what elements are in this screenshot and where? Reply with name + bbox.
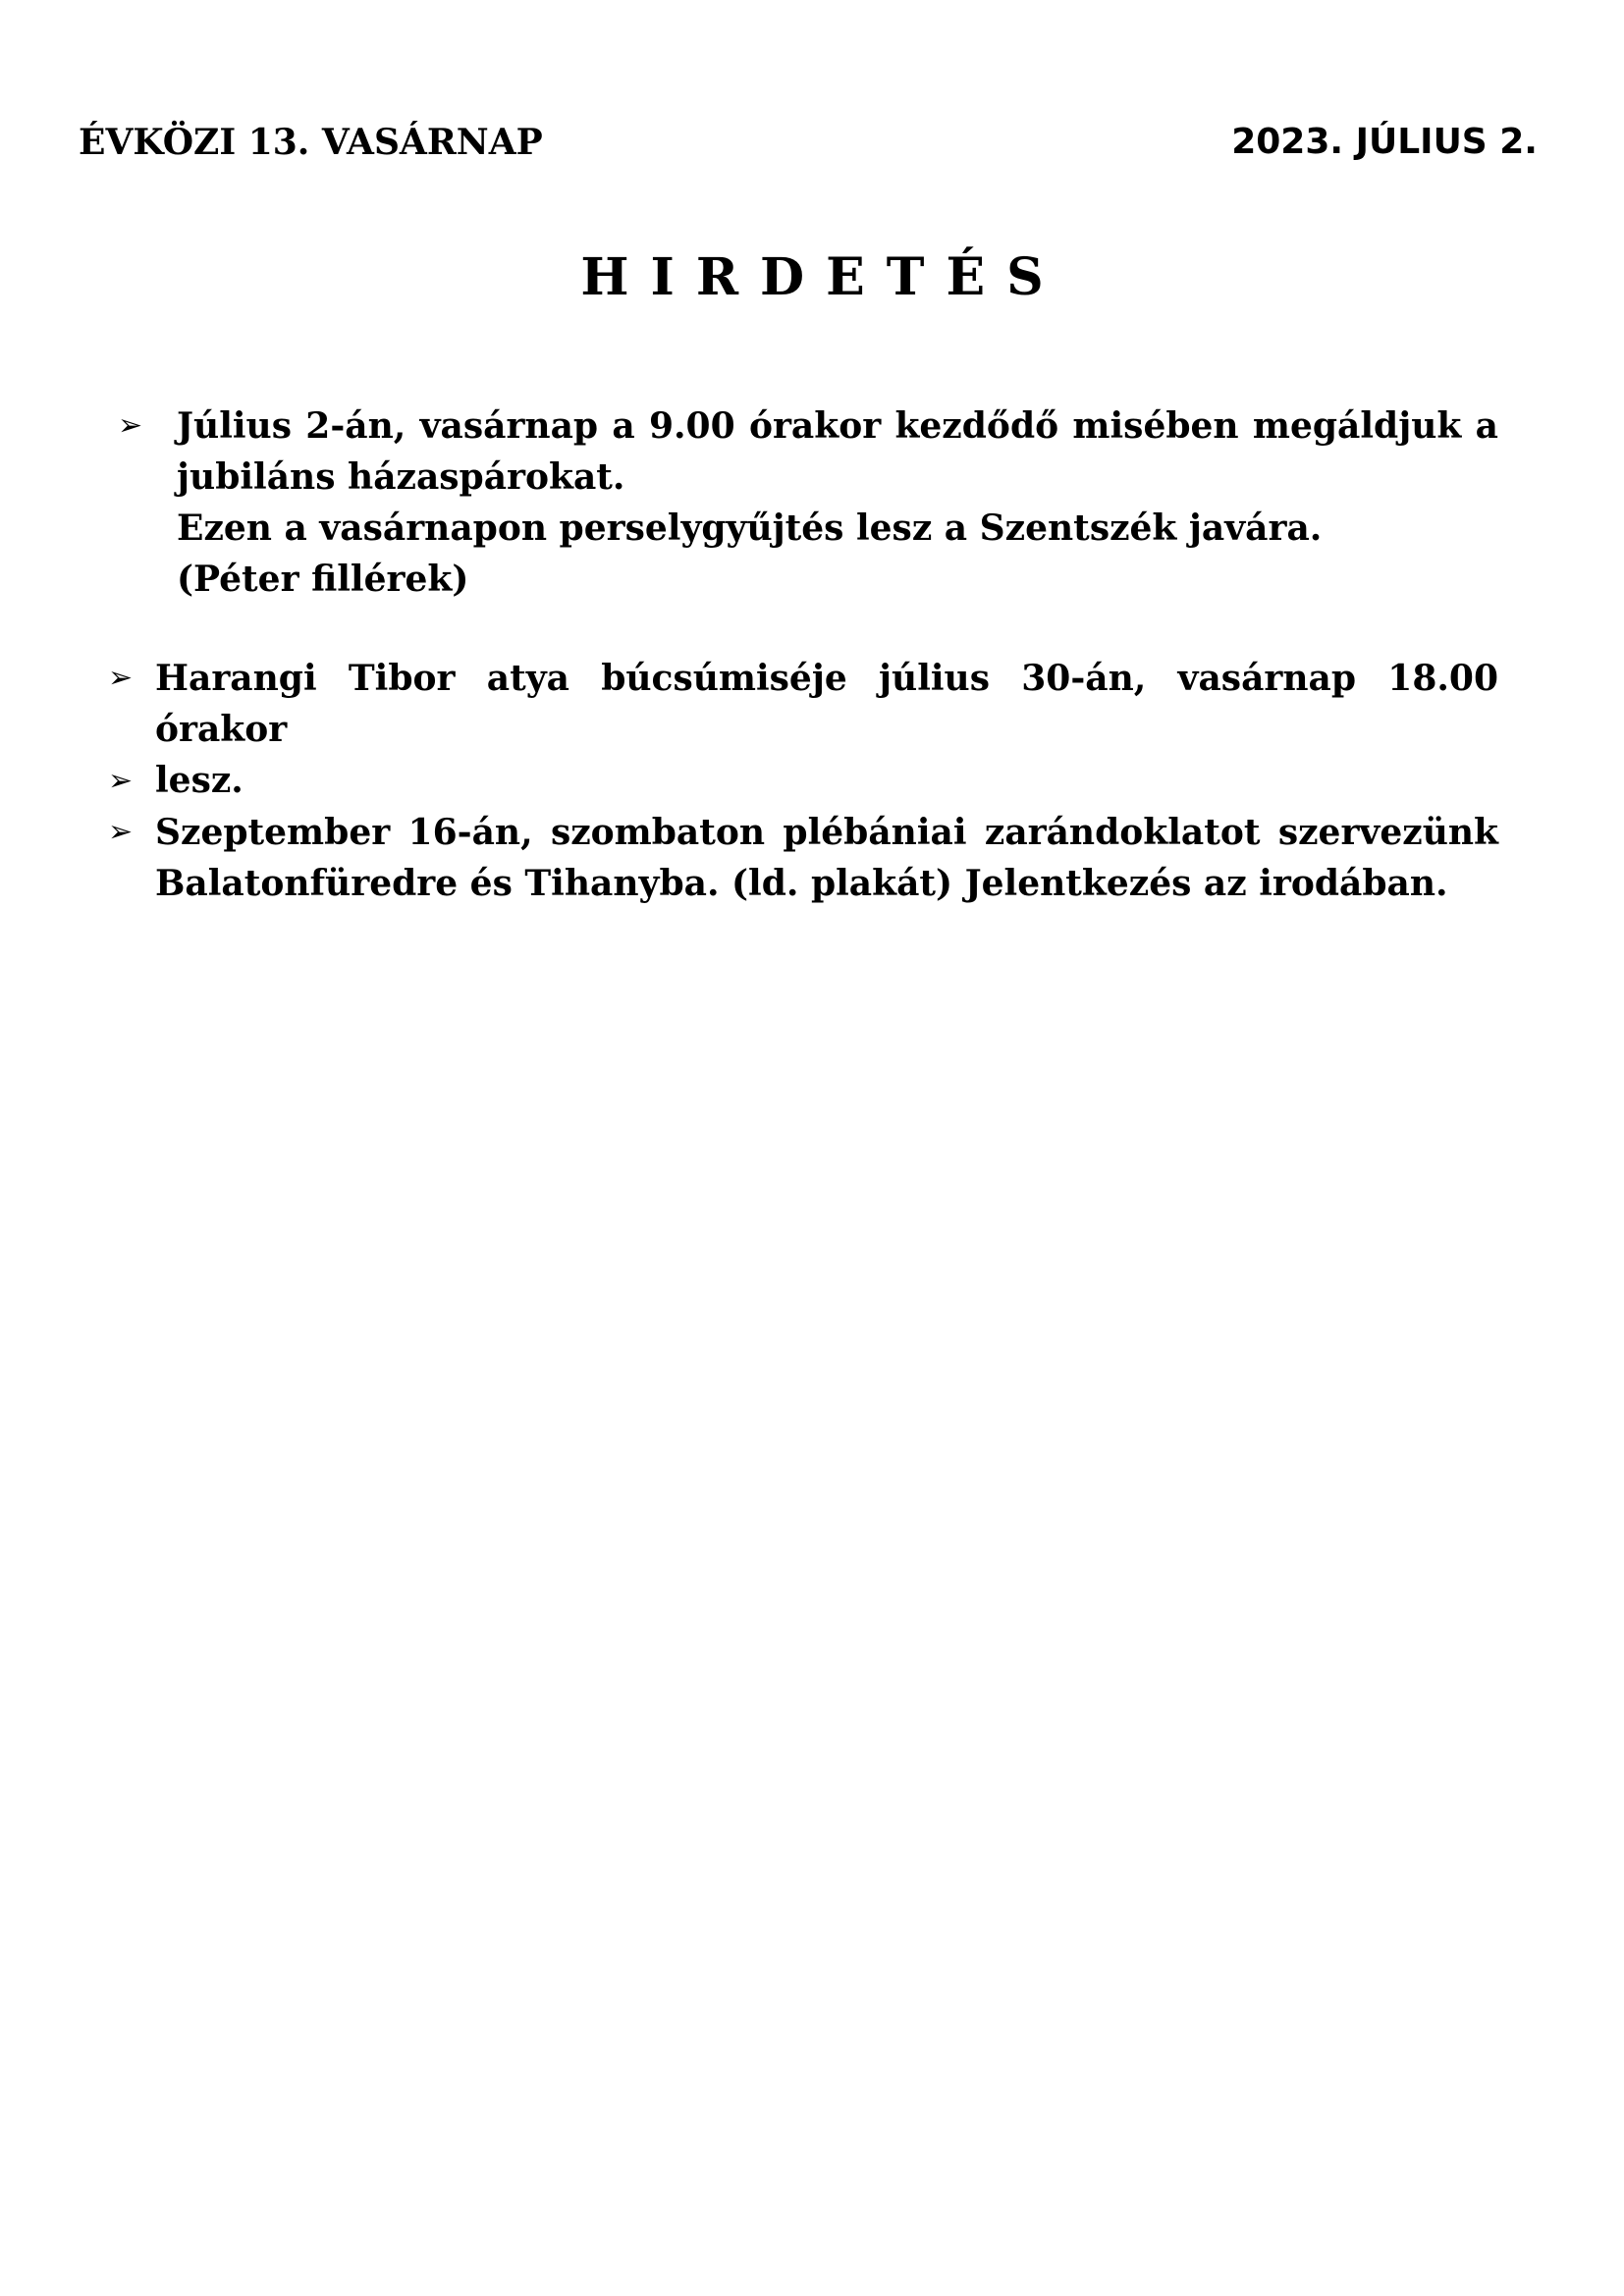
liturgical-day-header: ÉVKÖZI 13. VASÁRNAP xyxy=(79,122,543,163)
announcement-text xyxy=(155,807,1498,909)
arrow-bullet-icon: ➢ xyxy=(118,408,143,443)
arrow-bullet-icon: ➢ xyxy=(108,815,134,849)
announcement-line: jubiláns házaspárokat. xyxy=(177,456,625,498)
arrow-bullet-icon: ➢ xyxy=(108,764,134,798)
announcement-line: Július 2-án, vasárnap a 9.00 órakor kezdődő misében megáldjuk a xyxy=(177,405,1498,447)
arrow-bullet-icon: ➢ xyxy=(108,661,134,695)
announcement-line: Balatonfüredre és Tihanyba. (ld. plakát) Jelentkezés az irodában. xyxy=(155,863,1448,904)
date-header: 2023. JÚLIUS 2. xyxy=(1231,122,1538,162)
announcement-text xyxy=(155,653,1498,806)
announcement-line: Ezen a vasárnapon perselygyűjtés lesz a Szentszék javára. xyxy=(177,507,1323,549)
announcement-text xyxy=(177,400,1498,605)
announcement-line: (Péter fillérek) xyxy=(177,559,469,600)
announcement-line: Szeptember 16-án, szombaton plébániai zarándoklatot szervezünk xyxy=(155,812,1498,853)
announcement-line: lesz. xyxy=(155,760,244,801)
page-title: HIRDETÉS xyxy=(580,247,1065,307)
announcement-line: Harangi Tibor atya búcsúmiséje július 30-án, vasárnap 18.00 órakor xyxy=(155,658,1498,750)
